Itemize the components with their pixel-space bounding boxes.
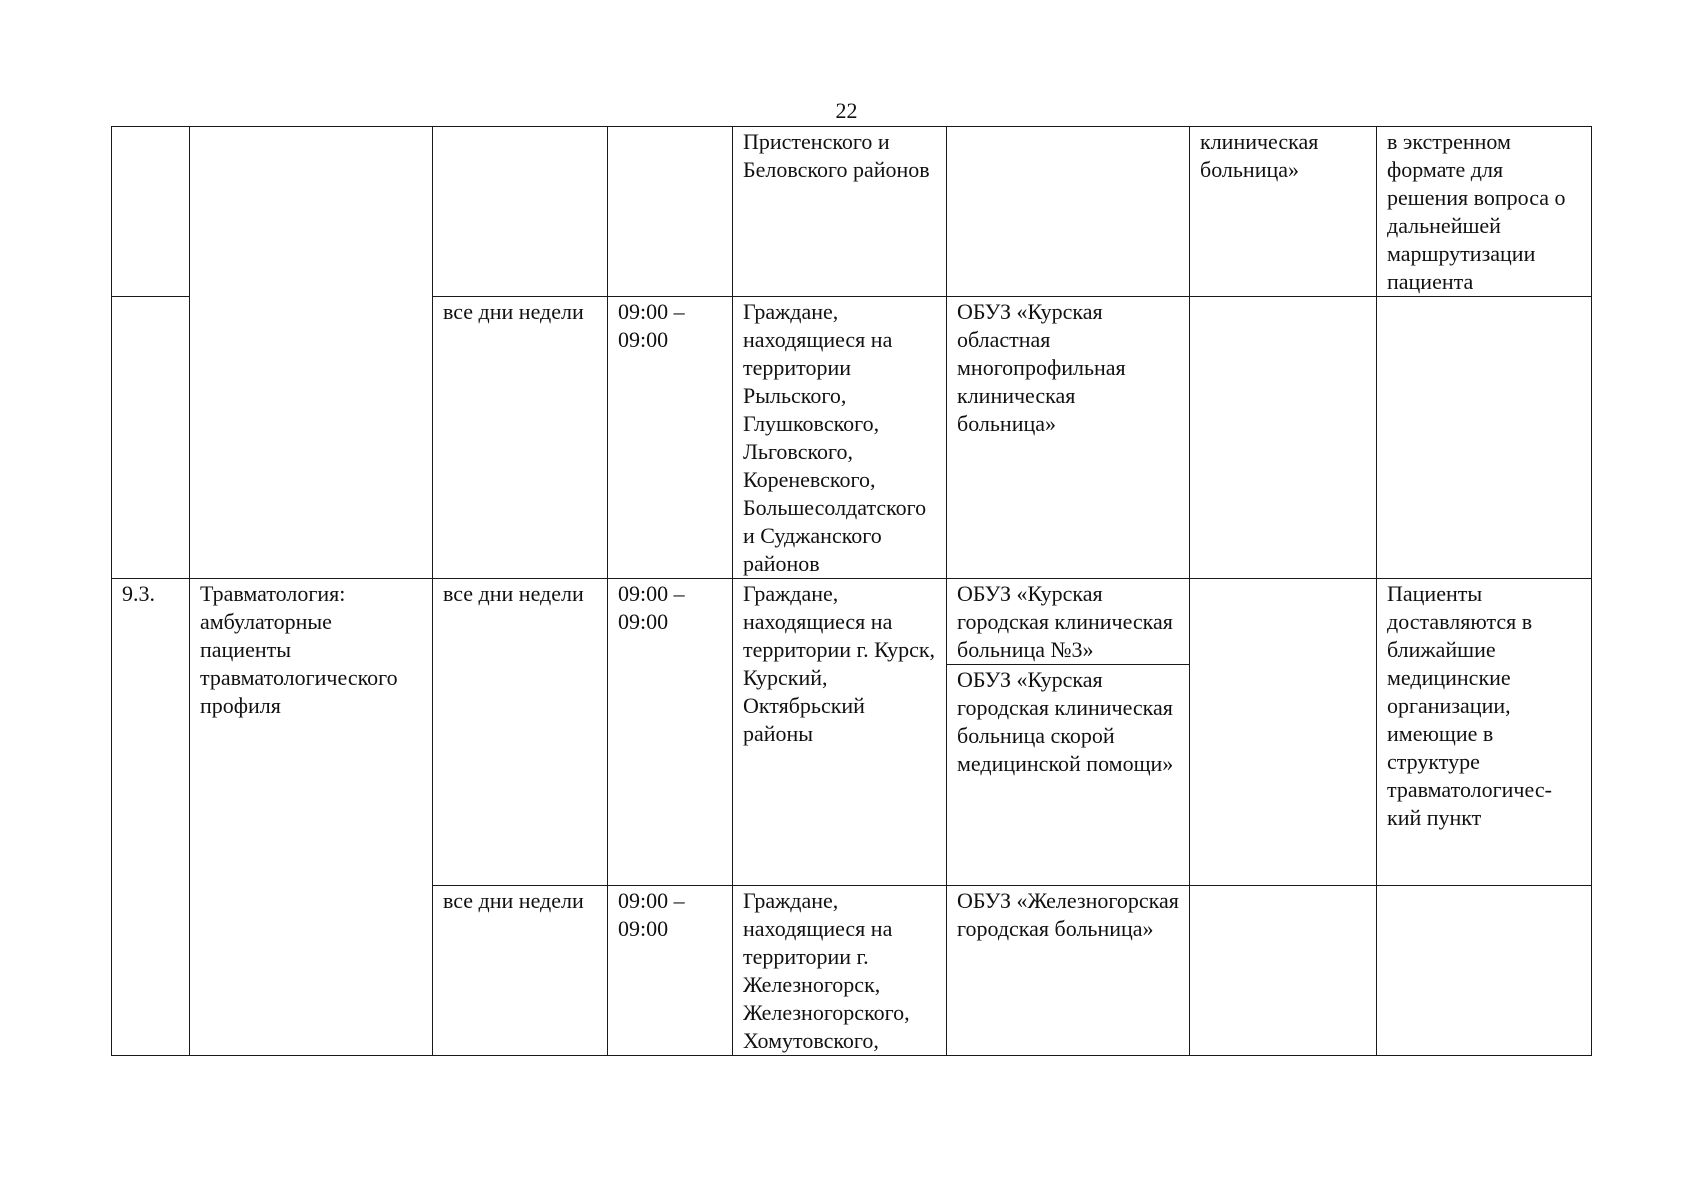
row-number-cell (112, 127, 190, 297)
time-cell: 09:00 – 09:00 (608, 579, 733, 886)
schedule-cell (433, 127, 608, 297)
table-row (112, 579, 1592, 886)
extra-cell (1190, 579, 1377, 886)
organization-cell: ОБУЗ «Курская областная многопрофильная клиническая больница» (947, 297, 1190, 579)
population-cell: Граждане, находящиеся на территории Рыльского, Глушковского, Льговского, Кореневского, Большесолдатского и Суджанского районов (733, 297, 947, 579)
time-cell: 09:00 – 09:00 (608, 297, 733, 579)
routing-table (111, 126, 1592, 1056)
note-cell: Пациенты доставляются в ближайшие медицинские организации, имеющие в структуре травматологичес-кий пункт (1377, 579, 1592, 886)
population-cell: Пристенского и Беловского районов (733, 127, 947, 297)
organization-cell (947, 127, 1190, 297)
row-number-cell (112, 297, 190, 579)
organization-cell (947, 579, 1190, 886)
note-cell: в экстренном формате для решения вопроса о дальнейшей маршрутизации пациента (1377, 127, 1592, 297)
population-cell: Граждане, находящиеся на территории г. Курск, Курский, Октябрьский районы (733, 579, 947, 886)
organization-item: ОБУЗ «Курская городская клиническая больница скорой медицинской помощи» (947, 664, 1189, 778)
note-cell (1377, 886, 1592, 1056)
page-number: 22 (835, 98, 858, 123)
schedule-cell: все дни недели (433, 579, 608, 886)
time-cell: 09:00 – 09:00 (608, 886, 733, 1056)
extra-cell (1190, 297, 1377, 579)
schedule-cell: все дни недели (433, 297, 608, 579)
population-cell: Граждане, находящиеся на территории г. Железногорск, Железногорского, Хомутовского, (733, 886, 947, 1056)
organization-cell: ОБУЗ «Железногорская городская больница» (947, 886, 1190, 1056)
profile-cell: Травматология: амбулаторные пациенты травматологического профиля (190, 579, 433, 1056)
schedule-cell: все дни недели (433, 886, 608, 1056)
row-number-cell: 9.3. (112, 579, 190, 1056)
table-row (112, 127, 1592, 297)
organization-item: ОБУЗ «Курская городская клиническая больница №3» (957, 581, 1173, 662)
extra-cell (1190, 886, 1377, 1056)
note-cell (1377, 297, 1592, 579)
time-cell (608, 127, 733, 297)
profile-cell (190, 127, 433, 579)
extra-cell: клиническая больница» (1190, 127, 1377, 297)
